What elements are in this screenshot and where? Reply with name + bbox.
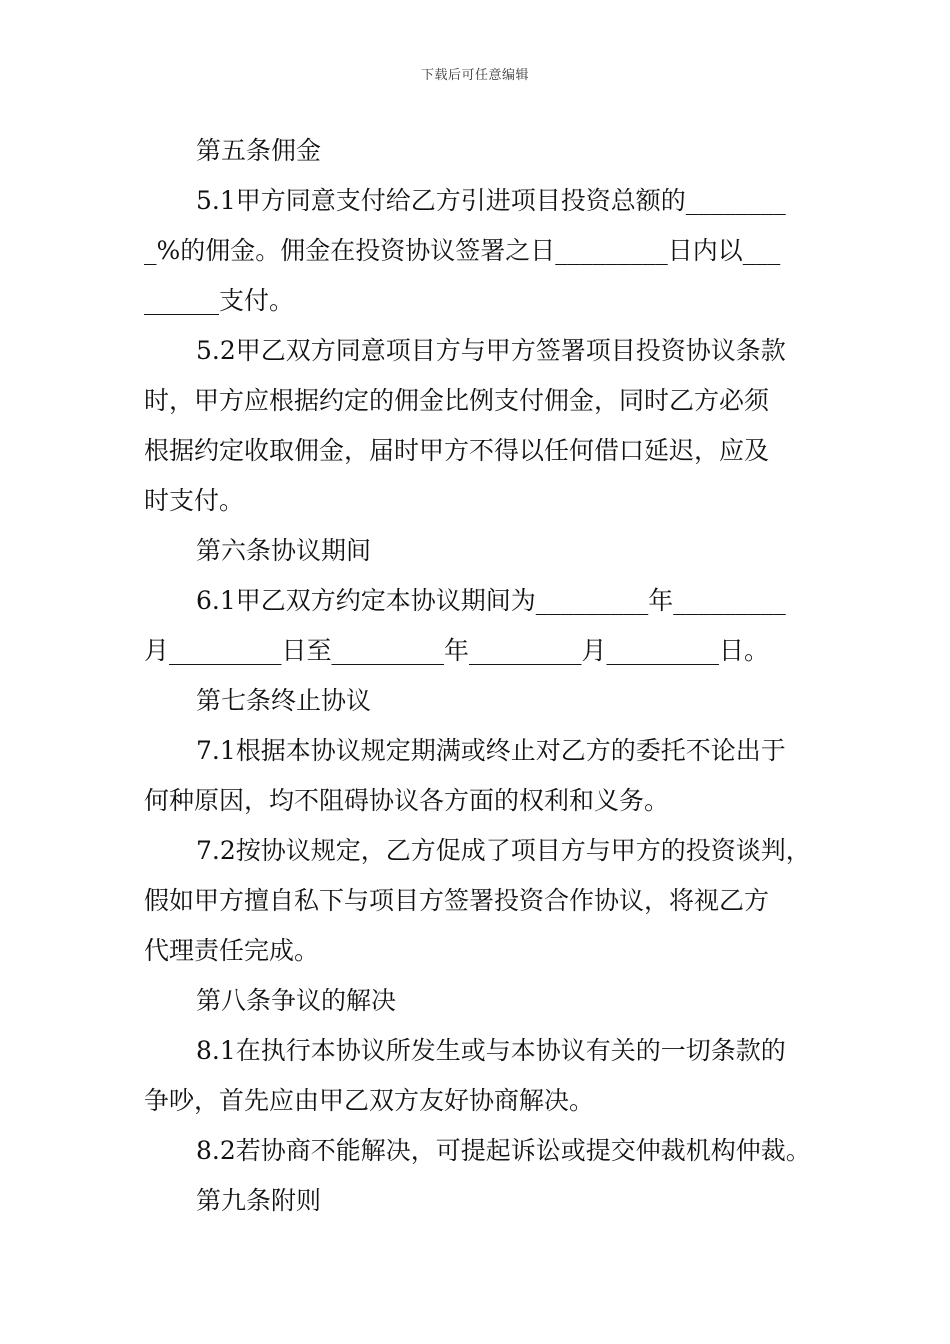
document-line: 8.2若协商不能解决，可提起诉讼或提交仲裁机构仲裁。 bbox=[196, 1136, 811, 1165]
document-line: 5.1甲方同意支付给乙方引进项目投资总额的________ bbox=[196, 186, 786, 215]
document-line: 5.2甲乙双方同意项目方与甲方签署项目投资协议条款 bbox=[196, 336, 786, 365]
document-line: 时支付。 bbox=[144, 486, 245, 515]
document-line: 假如甲方擅自私下与项目方签署投资合作协议，将视乙方 bbox=[144, 886, 770, 915]
document-line: ______支付。 bbox=[144, 286, 295, 315]
document-line: 根据约定收取佣金，届时甲方不得以任何借口延迟，应及 bbox=[144, 436, 770, 465]
document-line: 时，甲方应根据约定的佣金比例支付佣金，同时乙方必须 bbox=[144, 386, 770, 415]
document-line: 7.2按协议规定，乙方促成了项目方与甲方的投资谈判， bbox=[196, 836, 811, 865]
document-line: 代理责任完成。 bbox=[144, 936, 320, 965]
document-line: 8.1在执行本协议所发生或与本协议有关的一切条款的 bbox=[196, 1036, 786, 1065]
document-line: 何种原因，均不阻碍协议各方面的权利和义务。 bbox=[144, 786, 670, 815]
document-line: 第九条附则 bbox=[196, 1186, 322, 1215]
document-line: 第八条争议的解决 bbox=[196, 986, 397, 1015]
document-line: 争吵，首先应由甲乙双方友好协商解决。 bbox=[144, 1086, 595, 1115]
document-line: _%的佣金。佣金在投资协议签署之日_________日内以___ bbox=[144, 236, 781, 265]
document-line: 7.1根据本协议规定期满或终止对乙方的委托不论出于 bbox=[196, 736, 786, 765]
header-note: 下载后可任意编辑 bbox=[420, 68, 529, 83]
document-line: 月_________日至_________年_________月_________日。 bbox=[144, 636, 770, 665]
document-body bbox=[144, 126, 810, 1226]
document-line: 第五条佣金 bbox=[196, 136, 322, 165]
document-line: 第七条终止协议 bbox=[196, 686, 372, 715]
document-line: 第六条协议期间 bbox=[196, 536, 372, 565]
document-line: 6.1甲乙双方约定本协议期间为_________年_________ bbox=[196, 586, 786, 615]
